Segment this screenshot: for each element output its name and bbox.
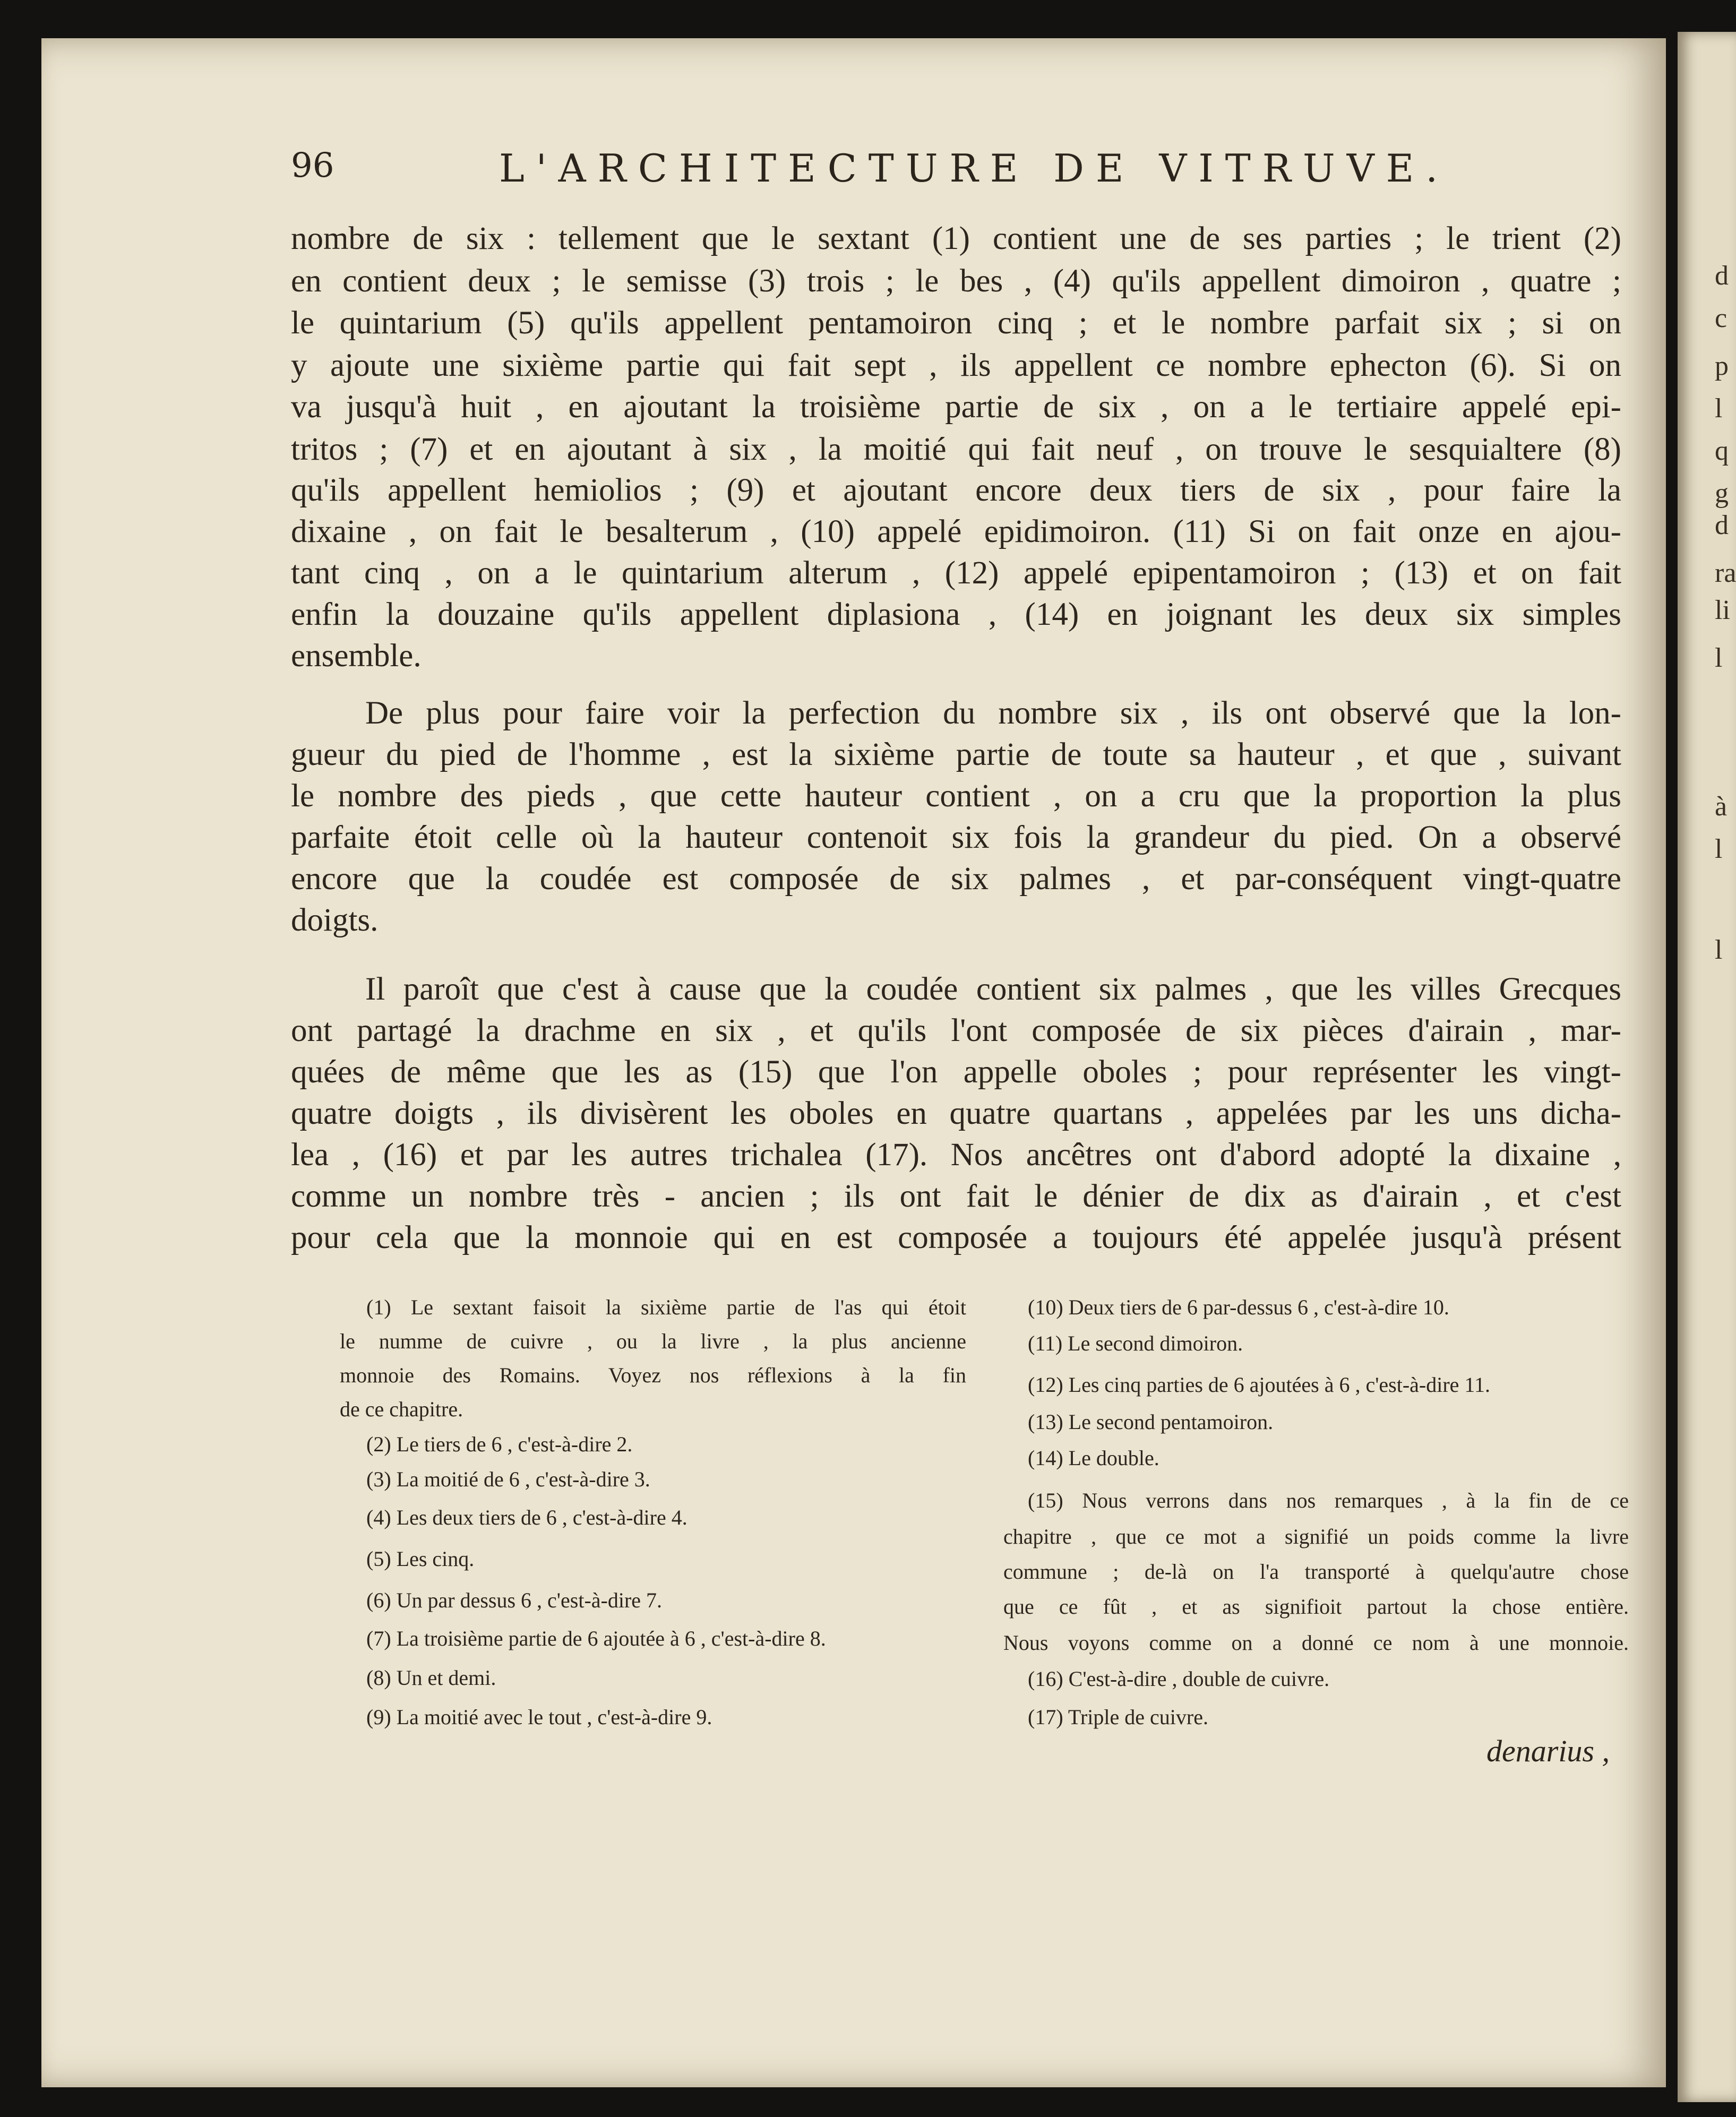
footnote-line: (16) C'est-à-dire , double de cuivre. (1028, 1667, 1330, 1691)
footnote-line: commune ; de-là on l'a transporté à quelqu'autre chose (1003, 1560, 1629, 1584)
footnote-line: Nous voyons comme on a donné ce nom à une monnoie. (1003, 1631, 1629, 1655)
footnote-line: chapitre , que ce mot a signifié un poids comme la livre (1003, 1525, 1629, 1548)
footnote-line: (2) Le tiers de 6 , c'est-à-dire 2. (366, 1432, 633, 1456)
footnote-line: (14) Le double. (1028, 1446, 1159, 1470)
edge-letter: p (1715, 351, 1729, 381)
body-line: va jusqu'à huit , en ajoutant la troisième partie de six , on a le tertiaire appelé epi- (291, 389, 1621, 425)
body-line: encore que la coudée est composée de six palmes , et par-conséquent vingt-quatre (291, 861, 1621, 897)
edge-letter: l (1715, 834, 1723, 864)
edge-letter: li (1715, 595, 1730, 625)
page-number: 96 (291, 146, 334, 185)
facing-page-edge (1678, 32, 1736, 2102)
body-line: gueur du pied de l'homme , est la sixième partie de toute sa hauteur , et que , suivant (291, 737, 1621, 772)
footnote-line: (9) La moitié avec le tout , c'est-à-dire 9. (366, 1705, 712, 1729)
footnote-line: (15) Nous verrons dans nos remarques , à la fin de ce (1028, 1488, 1629, 1512)
footnote-line: (1) Le sextant faisoit la sixième partie de l'as qui étoit (366, 1295, 966, 1319)
body-line: quatre doigts , ils divisèrent les oboles en quatre quartans , appelées par les uns dicha- (291, 1096, 1621, 1131)
footnote-line: (13) Le second pentamoiron. (1028, 1410, 1274, 1434)
edge-letter: à (1715, 791, 1728, 822)
footnote-line: (7) La troisième partie de 6 ajoutée à 6 , c'est-à-dire 8. (366, 1627, 826, 1650)
body-line: lea , (16) et par les autres trichalea (17). Nos ancêtres ont d'abord adopté la dixaine , (291, 1137, 1621, 1173)
footnote-line: (17) Triple de cuivre. (1028, 1705, 1208, 1729)
edge-letter: d (1715, 510, 1729, 540)
edge-letter: ra (1715, 558, 1736, 588)
body-line: De plus pour faire voir la perfection du nombre six , ils ont observé que la lon- (365, 695, 1621, 731)
footnote-line: (12) Les cinq parties de 6 ajoutées à 6 , c'est-à-dire 11. (1028, 1373, 1490, 1397)
body-line: y ajoute une sixième partie qui fait sept , ils appellent ce nombre ephecton (6). Si on (291, 348, 1621, 383)
footnote-line: (8) Un et demi. (366, 1666, 496, 1690)
body-line: dixaine , on fait le besalterum , (10) appelé epidimoiron. (11) Si on fait onze en ajou- (291, 514, 1621, 549)
edge-letter: g (1715, 478, 1729, 509)
footnote-line: que ce fût , et as signifioit partout la chose entière. (1003, 1595, 1629, 1619)
edge-letter: l (1715, 643, 1723, 673)
body-line: le nombre des pieds , que cette hauteur contient , on a cru que la proportion la plus (291, 778, 1621, 814)
edge-letter: l (1715, 393, 1723, 424)
body-line: doigts. (291, 902, 379, 938)
footnote-line: (3) La moitié de 6 , c'est-à-dire 3. (366, 1467, 650, 1491)
edge-letter: c (1715, 303, 1728, 333)
footnote-line: monnoie des Romains. Voyez nos réflexions à la fin (340, 1363, 966, 1387)
footnote-line: (11) Le second dimoiron. (1028, 1331, 1243, 1355)
body-line: parfaite étoit celle où la hauteur contenoit six fois la grandeur du pied. On a observé (291, 820, 1621, 855)
body-line: quées de même que les as (15) que l'on appelle oboles ; pour représenter les vingt- (291, 1054, 1621, 1090)
footnote-line: (10) Deux tiers de 6 par-dessus 6 , c'est-à-dire 10. (1028, 1295, 1449, 1319)
running-title: L'ARCHITECTURE DE VITRUVE. (499, 146, 1450, 191)
catchword: denarius , (1486, 1734, 1610, 1768)
footnote-line: de ce chapitre. (340, 1397, 463, 1421)
footnote-line: (5) Les cinq. (366, 1547, 475, 1571)
edge-letter: q (1715, 436, 1729, 466)
footnote-line: (6) Un par dessus 6 , c'est-à-dire 7. (366, 1588, 663, 1612)
body-line: tritos ; (7) et en ajoutant à six , la moitié qui fait neuf , on trouve le sesquialtere (8) (291, 432, 1621, 467)
body-line: le quintarium (5) qu'ils appellent pentamoiron cinq ; et le nombre parfait six ; si on (291, 305, 1621, 341)
footnote-line: le numme de cuivre , ou la livre , la plus ancienne (340, 1329, 966, 1353)
body-line: pour cela que la monnoie qui en est composée a toujours été appelée jusqu'à présent (291, 1220, 1621, 1255)
edge-letter: l (1715, 935, 1723, 965)
body-line: qu'ils appellent hemiolios ; (9) et ajoutant encore deux tiers de six , pour faire la (291, 472, 1621, 508)
body-line: ensemble. (291, 638, 422, 674)
body-line: nombre de six : tellement que le sextant (1) contient une de ses parties ; le trient (2) (291, 221, 1621, 256)
body-line: Il paroît que c'est à cause que la coudée contient six palmes , que les villes Grecques (365, 971, 1621, 1007)
edge-letter: d (1715, 261, 1729, 291)
body-line: tant cinq , on a le quintarium alterum , (12) appelé epipentamoiron ; (13) et on fait (291, 555, 1621, 591)
body-line: comme un nombre très - ancien ; ils ont fait le dénier de dix as d'airain , et c'est (291, 1178, 1621, 1214)
footnote-line: (4) Les deux tiers de 6 , c'est-à-dire 4. (366, 1505, 687, 1529)
body-line: en contient deux ; le semisse (3) trois ; le bes , (4) qu'ils appellent dimoiron , quatre ; (291, 263, 1621, 299)
body-line: ont partagé la drachme en six , et qu'ils l'ont composée de six pièces d'airain , mar- (291, 1013, 1621, 1048)
body-line: enfin la douzaine qu'ils appellent diplasiona , (14) en joignant les deux six simples (291, 597, 1621, 632)
